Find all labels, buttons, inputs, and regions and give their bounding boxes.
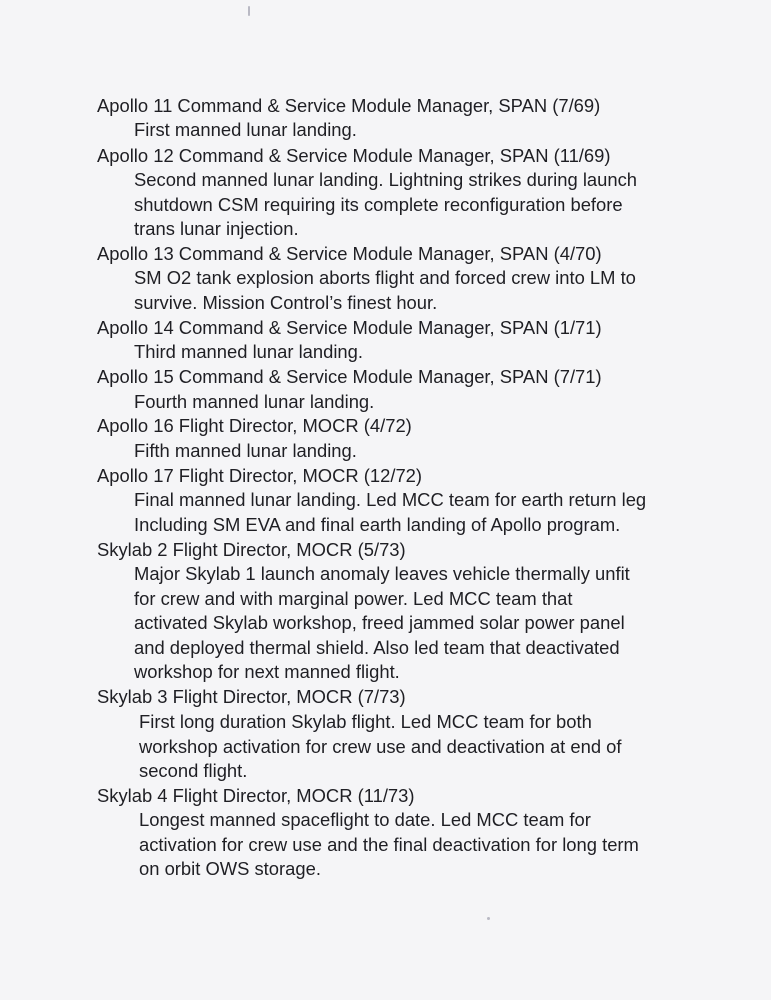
entry-heading: Apollo 13 Command & Service Module Manager, SPAN (4/70) xyxy=(97,243,602,264)
entry-heading: Apollo 17 Flight Director, MOCR (12/72) xyxy=(97,465,423,486)
entry-heading: Skylab 3 Flight Director, MOCR (7/73) xyxy=(97,686,406,707)
description-line: workshop for next manned flight. xyxy=(134,661,400,683)
description-line: Final manned lunar landing. Led MCC team for earth return leg xyxy=(134,489,647,510)
description-line: Fourth manned lunar landing. xyxy=(134,391,375,412)
entry-description xyxy=(139,710,622,784)
description-line: activation for crew use and the final deactivation for long term xyxy=(139,833,639,855)
description-line: survive. Mission Control’s finest hour. xyxy=(134,291,438,313)
scan-speck xyxy=(248,6,250,16)
description-line: second flight. xyxy=(139,760,248,782)
entry-description xyxy=(134,266,636,315)
entry-description xyxy=(139,808,639,882)
entry-description xyxy=(134,562,630,685)
description-line: shutdown CSM requiring its complete reconfiguration before xyxy=(134,193,623,215)
description-line: First long duration Skylab flight. Led MCC team for both xyxy=(139,711,592,732)
description-line: First manned lunar landing. xyxy=(134,119,357,140)
description-line: for crew and with marginal power. Led MCC team that xyxy=(134,587,573,609)
description-line: Third manned lunar landing. xyxy=(134,341,364,362)
entry-heading: Skylab 4 Flight Director, MOCR (11/73) xyxy=(97,785,415,806)
entry-heading: Apollo 11 Command & Service Module Manager, SPAN (7/69) xyxy=(97,95,601,116)
description-line: and deployed thermal shield. Also led team that deactivated xyxy=(134,636,620,658)
description-line: Major Skylab 1 launch anomaly leaves vehicle thermally unfit xyxy=(134,563,630,584)
description-line: SM O2 tank explosion aborts flight and forced crew into LM to xyxy=(134,267,636,288)
entry-description xyxy=(134,488,646,537)
entry-heading: Skylab 2 Flight Director, MOCR (5/73) xyxy=(97,539,406,560)
entry-heading: Apollo 16 Flight Director, MOCR (4/72) xyxy=(97,415,412,436)
entry-description xyxy=(134,340,363,365)
entry-heading: Apollo 15 Command & Service Module Manager, SPAN (7/71) xyxy=(97,366,602,387)
description-line: on orbit OWS storage. xyxy=(139,858,321,880)
scan-speck xyxy=(487,917,490,920)
entry-description xyxy=(134,439,357,464)
entry-heading: Apollo 12 Command & Service Module Manager, SPAN (11/69) xyxy=(97,145,611,166)
description-line: Second manned lunar landing. Lightning strikes during launch xyxy=(134,169,638,190)
description-line: Fifth manned lunar landing. xyxy=(134,440,357,461)
description-line: Including SM EVA and final earth landing of Apollo program. xyxy=(134,513,621,535)
entry-description xyxy=(134,168,637,242)
description-line: activated Skylab workshop, freed jammed solar power panel xyxy=(134,612,625,634)
description-line: workshop activation for crew use and deactivation at end of xyxy=(139,735,622,757)
entry-description xyxy=(134,390,374,415)
description-line: Longest manned spaceflight to date. Led MCC team for xyxy=(139,809,591,830)
description-line: trans lunar injection. xyxy=(134,218,299,240)
entry-description xyxy=(134,118,357,143)
entry-heading: Apollo 14 Command & Service Module Manager, SPAN (1/71) xyxy=(97,317,602,338)
